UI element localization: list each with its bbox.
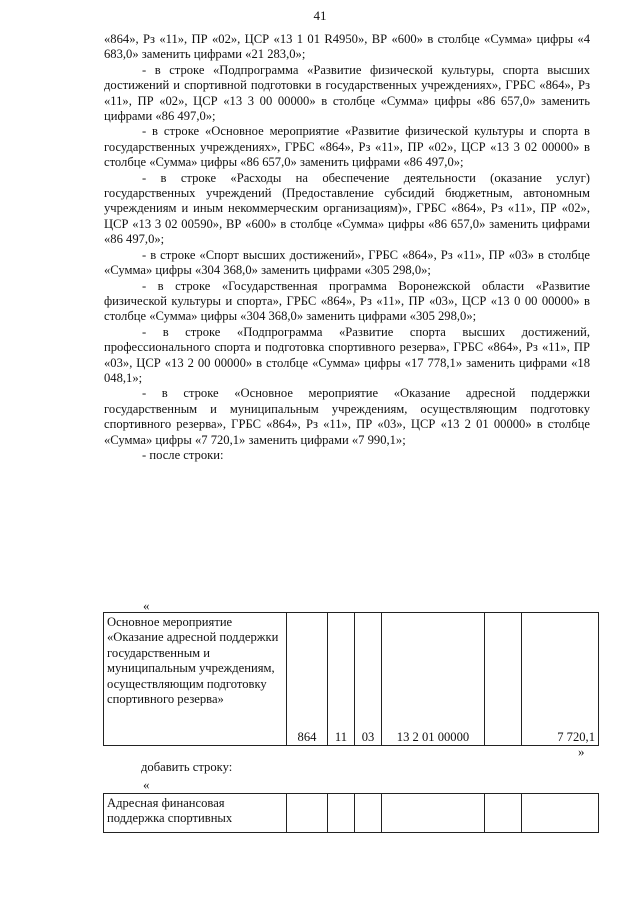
- cell-grbs: 864: [287, 613, 328, 746]
- page-number: 41: [313, 8, 327, 23]
- cell-pr: 03: [355, 613, 382, 746]
- cell-csr: 13 2 01 00000: [382, 613, 485, 746]
- cell-vr: [485, 613, 522, 746]
- paragraph: - в строке «Спорт высших достижений», ГРБС «864», Рз «11», ПР «03» в столбце «Сумма» цифры «304 368,0» заменить цифрами «305 298,0»;: [104, 247, 590, 278]
- add-row-label: добавить строку:: [141, 760, 233, 774]
- budget-table-existing-row: [103, 612, 599, 746]
- paragraph: - после строки:: [142, 447, 224, 462]
- budget-table-new-row: [103, 793, 599, 833]
- paragraph: - в строке «Основное мероприятие «Оказание адресной поддержки государственным и муниципальным учреждениям, осуществляющим подготовку спортивного резерва», ГРБС «864», Рз «11», ПР «03», ЦСР «13 2 01 00000» в столбце «Сумма» цифры «7 720,1» заменить цифрами «7 990,1»;: [104, 386, 590, 447]
- paragraph: - в строке «Государственная программа Воронежской области «Развитие физической культуры и спорта», ГРБС «864», Рз «11», ПР «03», ЦСР «13 0 00 00000» в столбце «Сумма» цифры «304 368,0» заменить цифрами «305 298,0»;: [104, 278, 590, 324]
- quote-open-mark: «: [143, 598, 150, 613]
- cell-csr: [382, 794, 485, 833]
- cell-grbs: [287, 794, 328, 833]
- cell-name: Основное мероприятие «Оказание адресной поддержки государственным и муниципальным учреждениям, осуществляющим подготовку спортивного резерва»: [104, 613, 287, 746]
- cell-sum: [522, 794, 599, 833]
- body-text: [104, 32, 590, 463]
- paragraph: - в строке «Подпрограмма «Развитие спорта высших достижений, профессионального спорта и подготовка спортивного резерва», ГРБС «864», Рз «11», ПР «03», ЦСР «13 2 00 00000» в столбце «Сумма» цифры «17 778,1» заменить цифрами «18 048,1»;: [104, 324, 590, 385]
- table-row: [104, 794, 599, 833]
- cell-rz: [328, 794, 355, 833]
- paragraph: - в строке «Подпрограмма «Развитие физической культуры, спорта высших достижений и спортивной подготовки в государственных учреждениях», ГРБС «864», Рз «11», ПР «02», ЦСР «13 3 00 00000» в столбце «Сумма» цифры «86 657,0» заменить цифрами «86 497,0»;: [104, 62, 590, 124]
- paragraph: - в строке «Расходы на обеспечение деятельности (оказание услуг) государственных учреждений (Предоставление субсидий бюджетным, автономным учреждениям и иным некоммерческим организациям)», ГРБС «864», Рз «11», ПР «02», ЦСР «13 3 02 00590», ВР «600» в столбце «Сумма» цифры «86 657,0» заменить цифрами «86 497,0»;: [104, 170, 590, 247]
- cell-vr: [485, 794, 522, 833]
- paragraph: «864», Рз «11», ПР «02», ЦСР «13 1 01 R4950», ВР «600» в столбце «Сумма» цифры «4 683,0» заменить цифрами «21 283,0»;: [104, 32, 590, 62]
- table-row: [104, 613, 599, 746]
- cell-name: Адресная финансовая поддержка спортивных: [104, 794, 287, 833]
- cell-sum: 7 720,1: [522, 613, 599, 746]
- paragraph: - в строке «Основное мероприятие «Развитие физической культуры и спорта в государственных учреждениях», ГРБС «864», Рз «11», ПР «02», ЦСР «13 3 02 00000» в столбце «Сумма» цифры «86 657,0» заменить цифрами «86 497,0»;: [104, 124, 590, 170]
- cell-rz: 11: [328, 613, 355, 746]
- quote-open-mark-2: «: [143, 777, 150, 792]
- quote-close-mark: »: [578, 744, 585, 759]
- cell-pr: [355, 794, 382, 833]
